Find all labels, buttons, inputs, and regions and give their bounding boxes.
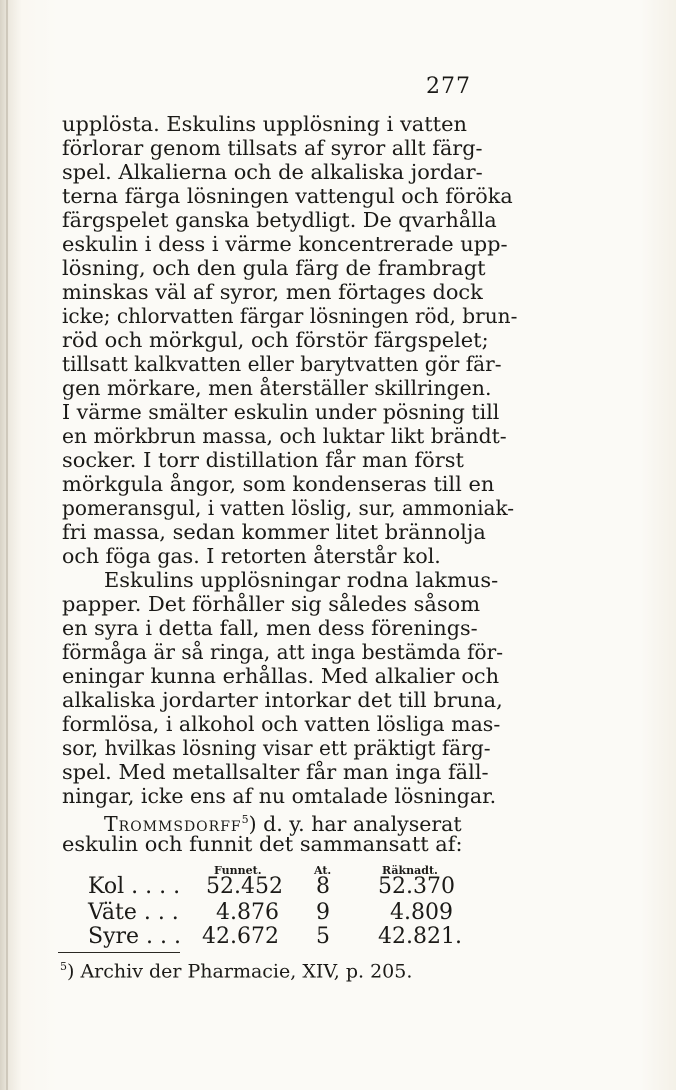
text-line: gen mörkare, men återställer skillringen.	[62, 376, 492, 400]
text-line: en syra i detta fall, men dess förenings-	[62, 616, 478, 640]
text-line: mörkgula ångor, som kondenseras till en	[62, 472, 495, 496]
found-value: 52.452	[206, 874, 283, 899]
found-value: 4.876	[216, 900, 279, 925]
text-line: ningar, icke ens af nu omtalade lösningar.	[62, 784, 497, 808]
text-line: röd och mörkgul, och förstör färgspelet;	[62, 328, 489, 352]
text-line: minskas väl af syror, men förtages dock	[62, 280, 483, 304]
attribution-line: Trommsdorff$^5$) d. y. har analyserat	[104, 811, 462, 836]
text-line: terna färga lösningen vattengul och föröka	[62, 184, 513, 208]
footnote-rule	[58, 952, 180, 953]
atoms-value: 5	[316, 924, 330, 949]
text-line: I värme smälter eskulin under pösning till	[62, 400, 500, 424]
text-line: alkaliska jordarter intorkar det till bruna,	[62, 688, 503, 712]
text-line: och föga gas. I retorten återstår kol.	[62, 544, 441, 568]
page-gutter-edge	[6, 0, 8, 1090]
text-line: icke; chlorvatten färgar lösningen röd, brun-	[62, 304, 518, 328]
calculated-value: 4.809	[390, 900, 453, 925]
atoms-value: 8	[316, 874, 330, 899]
text-line: eskulin och funnit det sammansatt af:	[62, 832, 463, 856]
text-line: papper. Det förhåller sig således såsom	[62, 592, 481, 616]
text-line: pomeransgul, i vatten löslig, sur, ammoniak-	[62, 496, 515, 520]
text-line: färgspelet ganska betydligt. De qvarhålla	[62, 208, 497, 232]
text-line: förmåga är så ringa, att inga bestämda för-	[62, 640, 504, 664]
calculated-value: 42.821.	[378, 924, 462, 949]
footnote-marker: 5	[60, 960, 67, 973]
footnote-reference: 5	[241, 813, 249, 826]
atoms-value: 9	[316, 900, 330, 925]
text-line: förlorar genom tillsats af syror allt färg-	[62, 136, 483, 160]
text-line: eningar kunna erhållas. Med alkalier och	[62, 664, 500, 688]
text-line: spel. Med metallsalter får man inga fäll-	[62, 760, 489, 784]
text-line: formlösa, i alkohol och vatten lösliga mas-	[62, 712, 501, 736]
text-line: lösning, och den gula färg de frambragt	[62, 256, 486, 280]
element-label: Syre . . .	[88, 924, 181, 949]
element-label: Kol . . . .	[88, 874, 181, 899]
footnote-text: Archiv der Pharmacie, XIV, p. 205.	[80, 960, 413, 983]
header-calculated: Räknadt.	[382, 864, 438, 877]
text-line: fri massa, sedan kommer litet brännolja	[62, 520, 486, 544]
text-line: en mörkbrun massa, och luktar likt brändt-	[62, 424, 507, 448]
text-line: socker. I torr distillation får man först	[62, 448, 464, 472]
footnote: $^5$) Archiv der Pharmacie, XIV, p. 205.	[60, 960, 413, 983]
text-line: upplösta. Eskulins upplösning i vatten	[62, 112, 467, 136]
element-label: Väte . . .	[88, 900, 179, 925]
page-number: 277	[426, 74, 471, 99]
calculated-value: 52.370	[378, 874, 455, 899]
header-found: Funnet.	[214, 864, 262, 877]
text-line: eskulin i dess i värme koncentrerade upp-	[62, 232, 508, 256]
text-line: spel. Alkalierna och de alkaliska jordar-	[62, 160, 483, 184]
header-atoms: At.	[314, 864, 332, 877]
attribution-text: d. y. har analyserat	[256, 811, 462, 836]
text-line: Eskulins upplösningar rodna lakmus-	[104, 568, 499, 592]
found-value: 42.672	[202, 924, 279, 949]
text-line: tillsatt kalkvatten eller barytvatten gör fär-	[62, 352, 502, 376]
author-name: Trommsdorff	[104, 811, 242, 836]
text-line: sor, hvilkas lösning visar ett präktigt färg-	[62, 736, 491, 760]
